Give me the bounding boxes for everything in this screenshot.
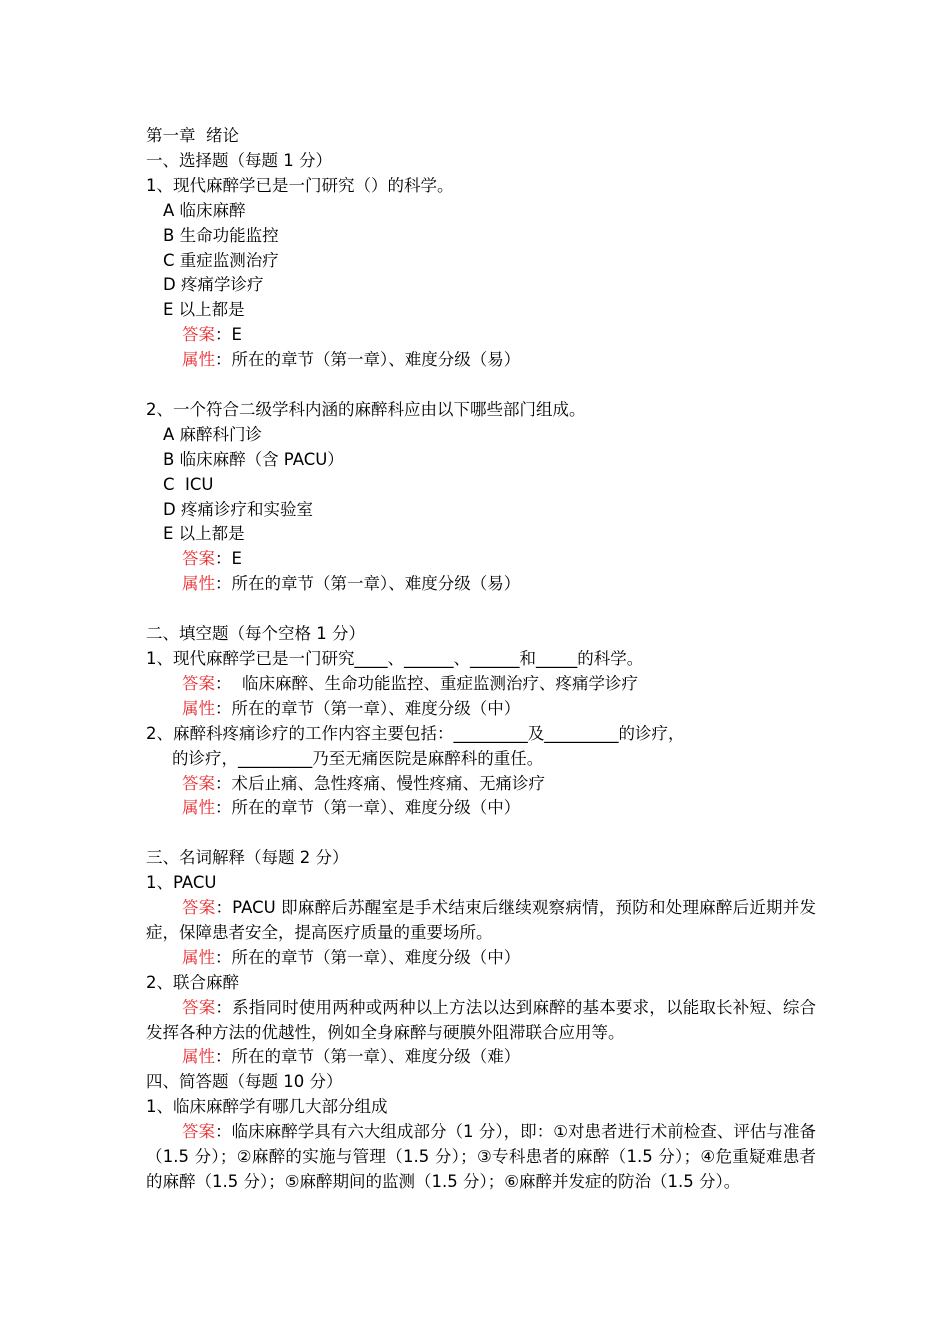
answer-label: 答案 (182, 673, 215, 693)
s1-q2-attr-text: ：所在的章节（第一章）、难度分级（易） (215, 574, 521, 594)
s1-q1-answer-text: ：E (215, 325, 242, 345)
s1-q2-option-e: E 以上都是 (163, 524, 245, 544)
attr-label: 属性 (182, 574, 215, 594)
s2-q1-answer (146, 672, 816, 697)
s1-q2-answer-text: ：E (215, 549, 242, 569)
s1-q2-option-d: D 疼痛诊疗和实验室 (163, 499, 313, 519)
s1-q1-option-a: A 临床麻醉 (163, 200, 246, 220)
s3-q2-answer-text: ：系指同时使用两种或两种以上方法以达到麻醉的基本要求，以能取长补短、综合发挥各种方法的优越性，例如全身麻醉与硬膜外阻滞联合应用等。 (146, 997, 817, 1042)
s2-q1-attr (146, 697, 816, 722)
attr-label: 属性 (182, 1047, 215, 1067)
s3-q1-answer-text: ：PACU 即麻醉后苏醒室是手术结束后继续观察病情，预防和处理麻醉后近期并发症，保障患者安全，提高医疗质量的重要场所。 (146, 898, 816, 942)
s1-q2-stem: 2、一个符合二级学科内涵的麻醉科应由以下哪些部门组成。 (146, 399, 586, 419)
section-3-title: 三、名词解释（每题 2 分） (146, 848, 349, 868)
s1-q1-answer (146, 323, 816, 348)
s1-q1-option-e: E 以上都是 (163, 300, 245, 320)
answer-label: 答案 (182, 997, 216, 1017)
spacer (146, 597, 816, 622)
answer-label: 答案 (182, 1122, 216, 1142)
s3-q1-attr (146, 946, 816, 971)
s1-q2-option-b: B 临床麻醉（含 PACU） (163, 449, 344, 469)
attr-label: 属性 (182, 698, 215, 718)
spacer (146, 821, 816, 846)
s2-q2-attr-text: ：所在的章节（第一章）、难度分级（中） (215, 798, 521, 818)
s2-q2-attr (146, 796, 816, 821)
s3-q2-attr-text: ：所在的章节（第一章）、难度分级（难） (215, 1047, 521, 1067)
s1-q1-attr (146, 348, 816, 373)
s1-q1-attr-text: ：所在的章节（第一章）、难度分级（易） (215, 350, 521, 370)
s1-q1-option-c: C 重症监测治疗 (163, 250, 279, 270)
s2-q2-stem-line1: 2、麻醉科疼痛诊疗的工作内容主要包括：_________及_________的诊疗， (146, 723, 685, 743)
answer-label: 答案 (182, 549, 215, 569)
s2-q2-answer (146, 772, 816, 797)
s1-q2-option-a: A 麻醉科门诊 (163, 424, 263, 444)
attr-label: 属性 (182, 947, 215, 967)
section-4-title: 四、简答题（每题 10 分） (146, 1072, 343, 1092)
s3-q2-answer (146, 996, 816, 1046)
chapter-title: 第一章 绪论 (146, 126, 239, 145)
s1-q1-option-b: B 生命功能监控 (163, 225, 279, 245)
document-page (146, 124, 816, 1195)
s2-q2-stem-line2: 的诊疗，_________乃至无痛医院是麻醉科的重任。 (172, 748, 544, 768)
s4-q1-stem: 1、临床麻醉学有哪几大部分组成 (146, 1097, 388, 1117)
s1-q1-option-d: D 疼痛学诊疗 (163, 275, 264, 295)
answer-label: 答案 (182, 773, 215, 793)
attr-label: 属性 (182, 350, 215, 370)
s1-q1-stem: 1、现代麻醉学已是一门研究（）的科学。 (146, 175, 454, 195)
s3-q2-attr (146, 1045, 816, 1070)
s4-q1-answer (146, 1120, 816, 1195)
s3-q1-term: 1、PACU (146, 873, 217, 893)
s3-q1-attr-text: ：所在的章节（第一章）、难度分级（中） (215, 947, 521, 967)
s1-q2-answer (146, 547, 816, 572)
s3-q1-answer (146, 896, 816, 946)
s2-q2-answer-text: ：术后止痛、急性疼痛、慢性疼痛、无痛诊疗 (215, 773, 545, 793)
section-2-title: 二、填空题（每个空格 1 分） (146, 624, 365, 644)
spacer (146, 373, 816, 398)
section-1-title: 一、选择题（每题 1 分） (146, 150, 332, 170)
s3-q2-term: 2、联合麻醉 (146, 972, 239, 992)
s2-q1-answer-text: ： 临床麻醉、生命功能监控、重症监测治疗、疼痛学诊疗 (215, 673, 638, 693)
s4-q1-answer-text: ：临床麻醉学具有六大组成部分（1 分），即：①对患者进行术前检查、评估与准备（1.5 分）；②麻醉的实施与管理（1.5 分）；③专科患者的麻醉（1.5 分）；④危重疑难患者的麻醉（1.5 分）；⑤麻醉期间的监测（1.5 分）；⑥麻醉并发症的防治（1.5 分）。 (146, 1122, 817, 1192)
s2-q1-attr-text: ：所在的章节（第一章）、难度分级（中） (215, 698, 521, 718)
s2-q1-stem: 1、现代麻醉学已是一门研究____、______、______和_____的科学。 (146, 649, 644, 668)
answer-label: 答案 (182, 325, 215, 345)
s1-q2-option-c: C ICU (163, 474, 214, 494)
attr-label: 属性 (182, 798, 215, 818)
answer-label: 答案 (182, 898, 216, 918)
s1-q2-attr (146, 572, 816, 597)
